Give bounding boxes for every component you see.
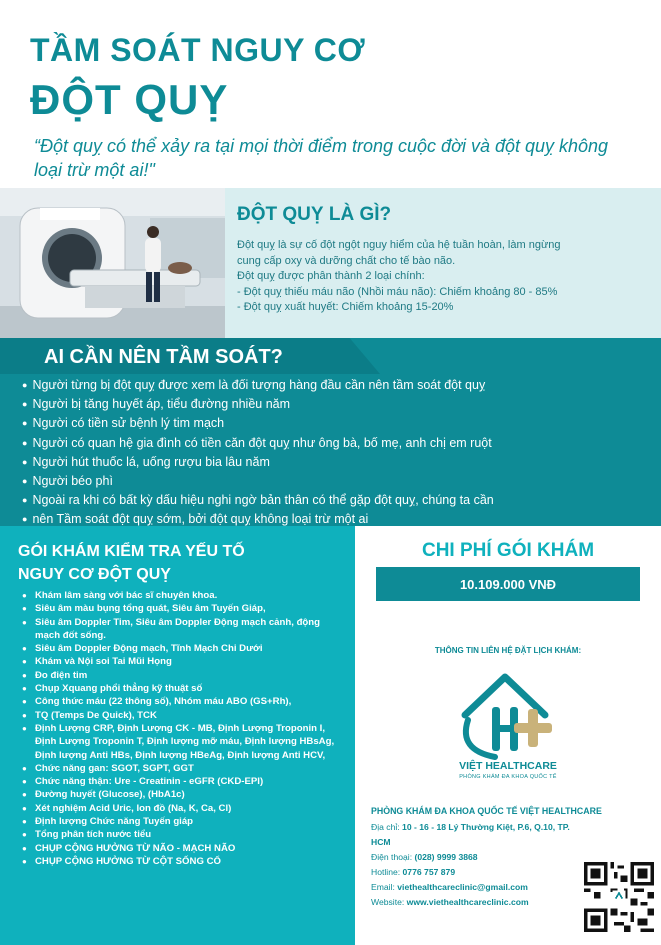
list-item: ● CHỤP CỘNG HƯỞNG TỪ CỘT SỐNG CỔ [22, 855, 347, 868]
who-should-screen-title: AI CẦN NÊN TẦM SOÁT? [44, 346, 283, 368]
what-is-line: - Đột quỵ thiếu máu não (Nhồi máu não): Chiếm khoảng 80 - 85% [237, 285, 558, 298]
what-is-stroke-title: ĐỘT QUỴ LÀ GÌ? [237, 204, 392, 225]
list-item: ● nên Tầm soát đột quỵ sớm, bởi đột quỵ không loại trừ một ai [22, 510, 652, 529]
brand-subtitle: PHÒNG KHÁM ĐA KHOA QUỐC TẾ [459, 774, 557, 780]
list-item: ● Đo điện tim [22, 669, 347, 682]
contact-details [371, 820, 586, 910]
list-item: ● Chụp Xquang phổi thẳng kỹ thuật số [22, 682, 347, 695]
website-value[interactable]: www.viethealthcareclinic.com [406, 897, 529, 907]
what-is-line: Đột quỵ được phân thành 2 loại chính: [237, 270, 425, 282]
phone-line [371, 850, 586, 865]
package-title [18, 540, 338, 586]
phone-label: Điện thoại: [371, 852, 413, 862]
page-title-line2: ĐỘT QUỴ [30, 76, 229, 123]
what-is-stroke-section [0, 188, 661, 338]
who-list [22, 376, 652, 530]
list-item: ● Siêu âm Doppler Động mạch, Tĩnh Mạch Chi Dưới [22, 642, 347, 655]
quote-text: “Đột quỵ có thể xảy ra tại mọi thời điểm trong cuộc đời và đột quỵ không loại trừ một ai!" [34, 136, 609, 180]
list-item: ● CHỤP CỘNG HƯỞNG TỪ NÃO - MẠCH NÃO [22, 842, 347, 855]
list-item: ● Công thức máu (22 thông số), Nhóm máu ABO (GS+Rh), [22, 695, 347, 708]
who-should-screen-section [0, 338, 661, 526]
mri-machine-photo [0, 188, 225, 338]
contact-heading: THÔNG TIN LIÊN HỆ ĐẶT LỊCH KHÁM: [434, 646, 582, 655]
list-item: ● Khám và Nội soi Tai Mũi Họng [22, 655, 347, 668]
address-value: 10 - 16 - 18 Lý Thường Kiệt, P.6, Q.10, TP. HCM [371, 822, 570, 847]
list-item: ● Chức năng gan: SGOT, SGPT, GGT [22, 762, 347, 775]
list-item: ● Tổng phân tích nước tiểu [22, 828, 347, 841]
list-item: ● Người bị tăng huyết áp, tiểu đường nhiều năm [22, 395, 652, 414]
hotline-label: Hotline: [371, 867, 401, 877]
list-item: ● Định lượng Chức năng Tuyến giáp [22, 815, 347, 828]
hotline-line [371, 865, 586, 880]
email-line [371, 880, 586, 895]
list-item: ● Siêu âm màu bụng tổng quát, Siêu âm Tuyến Giáp, [22, 602, 347, 615]
page-title-line1: TẦM SOÁT NGUY CƠ [30, 32, 366, 68]
list-item: ● Người có tiền sử bệnh lý tim mạch [22, 414, 652, 433]
package-title-line1: GÓI KHÁM KIỂM TRA YẾU TỐ [18, 543, 245, 560]
email-value[interactable]: viethealthcareclinic@gmail.com [397, 882, 528, 892]
hotline-value[interactable]: 0776 757 879 [402, 867, 456, 877]
website-line [371, 895, 586, 910]
list-item: ● Người có quan hệ gia đình có tiền căn đột quỵ như ông bà, bố mẹ, anh chị em ruột [22, 434, 652, 453]
email-label: Email: [371, 882, 395, 892]
list-item: ● Siêu âm Doppler Tim, Siêu âm Doppler Động mạch cảnh, động mạch đốt sống. [22, 616, 347, 643]
list-item: ● Khám lâm sàng với bác sĩ chuyên khoa. [22, 589, 347, 602]
address-line [371, 820, 586, 850]
what-is-line: cung cấp oxy và dưỡng chất cho tế bào não. [237, 254, 456, 267]
list-item: ● Người hút thuốc lá, uống rượu bia lâu năm [22, 453, 652, 472]
what-is-stroke-text [237, 238, 649, 316]
list-item: ● Đường huyết (Glucose), (HbA1c) [22, 788, 347, 801]
viet-healthcare-logo-icon [440, 665, 570, 765]
list-item: ● Người từng bị đột quỵ được xem là đối tượng hàng đầu cần nên tầm soát đột quỵ [22, 376, 652, 395]
price-title: CHI PHÍ GÓI KHÁM [421, 540, 595, 561]
what-is-line: - Đột quỵ xuất huyết: Chiếm khoảng 15-20% [237, 301, 454, 313]
price-amount: 10.109.000 VNĐ [376, 567, 640, 601]
list-item: ● Định Lượng CRP, Định Lượng CK - MB, Định Lượng Troponin I, Định Lượng Troponin T, Định lượng mỡ máu, Định lượng HBsAg, Định lượng Anti HBs, Định lượng HBeAg, Định lượng Anti HCV, [22, 722, 347, 762]
list-item: ● Xét nghiệm Acid Uric, Ion đồ (Na, K, Ca, Cl) [22, 802, 347, 815]
list-item: ● TQ (Temps De Quick), TCK [22, 709, 347, 722]
package-section [0, 526, 355, 945]
list-item: ● Người béo phì [22, 472, 652, 491]
package-title-line2: NGUY CƠ ĐỘT QUỴ [18, 566, 171, 583]
website-label: Website: [371, 897, 405, 907]
brand-name: VIỆT HEALTHCARE [459, 760, 557, 772]
what-is-stroke-box [225, 188, 661, 338]
what-is-line: Đột quỵ là sự cố đột ngột nguy hiểm của hệ tuần hoàn, làm ngừng [237, 239, 561, 251]
clinic-name: PHÒNG KHÁM ĐA KHOA QUỐC TẾ VIỆT HEALTHCARE [371, 806, 602, 816]
list-item: ● Chức năng thận: Ure - Creatinin - eGFR (CKD-EPI) [22, 775, 347, 788]
phone-value[interactable]: (028) 9999 3868 [414, 852, 478, 862]
list-item: ● Ngoài ra khi có bất kỳ dấu hiệu nghi ngờ bản thân có thể gặp đột quỵ, chúng ta cần [22, 491, 652, 510]
package-list [22, 589, 347, 868]
address-label: Địa chỉ: [371, 822, 400, 832]
qr-code-icon[interactable] [584, 862, 654, 932]
